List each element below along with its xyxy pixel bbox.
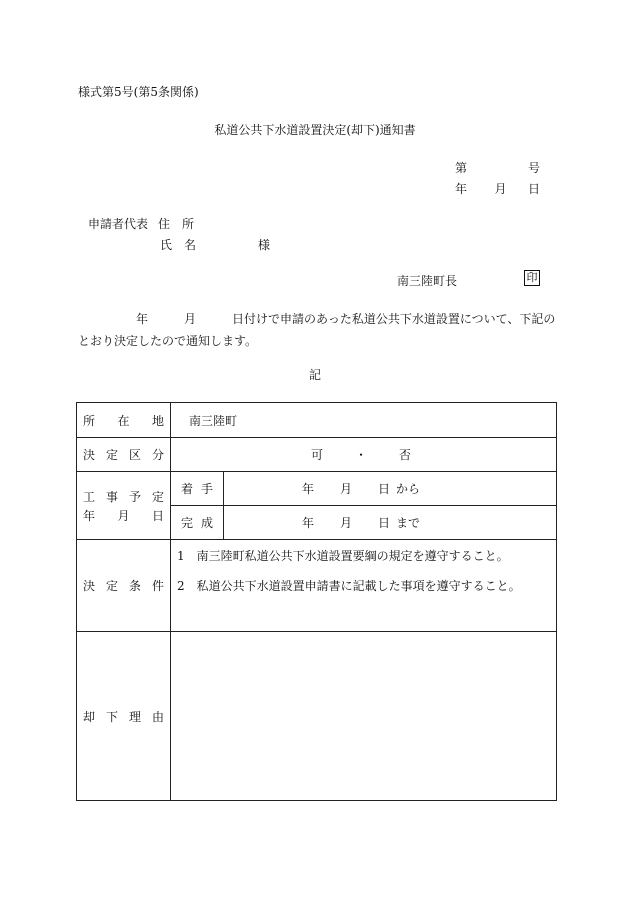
- applicant-name-row: [160, 237, 270, 253]
- reference-number: [455, 160, 540, 176]
- address-label: 住 所: [158, 217, 195, 231]
- conditions-row: [77, 540, 557, 632]
- end-date: 年 月 日 まで: [224, 506, 557, 540]
- applicant-label: 申請者代表: [88, 217, 149, 231]
- condition-item: 2 私道公共下水道設置申請書に記載した事項を遵守すること。: [177, 579, 521, 593]
- decision-options: [171, 438, 557, 472]
- body-year: 年: [136, 312, 149, 326]
- rejection-reason: [171, 632, 557, 801]
- location-label: 所 在 地: [77, 403, 171, 438]
- reference-date: [455, 181, 540, 197]
- schedule-start-row: [77, 472, 557, 506]
- form-number: 様式第5号(第5条関係): [78, 85, 199, 99]
- location-value: 南三陸町: [171, 403, 557, 438]
- ref-month: 月: [494, 182, 507, 196]
- condition-item: 1 南三陸町私道公共下水道設置要綱の規定を遵守すること。: [177, 549, 509, 563]
- body-text: 日付けで申請のあった私道公共下水道設置について、下記のとおり決定したので通知します。: [78, 312, 556, 348]
- notice-body: [78, 308, 558, 352]
- ref-day: 日: [527, 182, 540, 196]
- honorific: 様: [258, 238, 271, 252]
- schedule-label: 工 事 予 定 年 月 日: [77, 472, 171, 540]
- location-row: [77, 403, 557, 438]
- issuer-title: 南三陸町長: [397, 274, 458, 288]
- body-month: 月: [184, 312, 197, 326]
- option-approve: 可: [311, 448, 324, 462]
- ref-year: 年: [455, 182, 468, 196]
- ref-go: 号: [527, 161, 540, 175]
- end-label: 完 成: [171, 506, 224, 540]
- option-separator: ・: [354, 448, 367, 462]
- conditions-list: [171, 540, 557, 632]
- seal-mark: 印: [524, 270, 540, 286]
- decision-label: 決 定 区 分: [77, 438, 171, 472]
- decision-table: [76, 402, 557, 801]
- start-label: 着 手: [171, 472, 224, 506]
- ref-dai: 第: [455, 161, 468, 175]
- rejection-label: 却 下 理 由: [77, 632, 171, 801]
- decision-row: [77, 438, 557, 472]
- ki-heading: 記: [308, 368, 321, 382]
- start-date: 年 月 日 から: [224, 472, 557, 506]
- name-label: 氏 名: [160, 238, 197, 252]
- document-title: 私道公共下水道設置決定(却下)通知書: [214, 123, 416, 137]
- conditions-label: 決 定 条 件: [77, 540, 171, 632]
- rejection-row: [77, 632, 557, 801]
- applicant-address-row: [88, 216, 194, 232]
- option-reject: 否: [398, 448, 411, 462]
